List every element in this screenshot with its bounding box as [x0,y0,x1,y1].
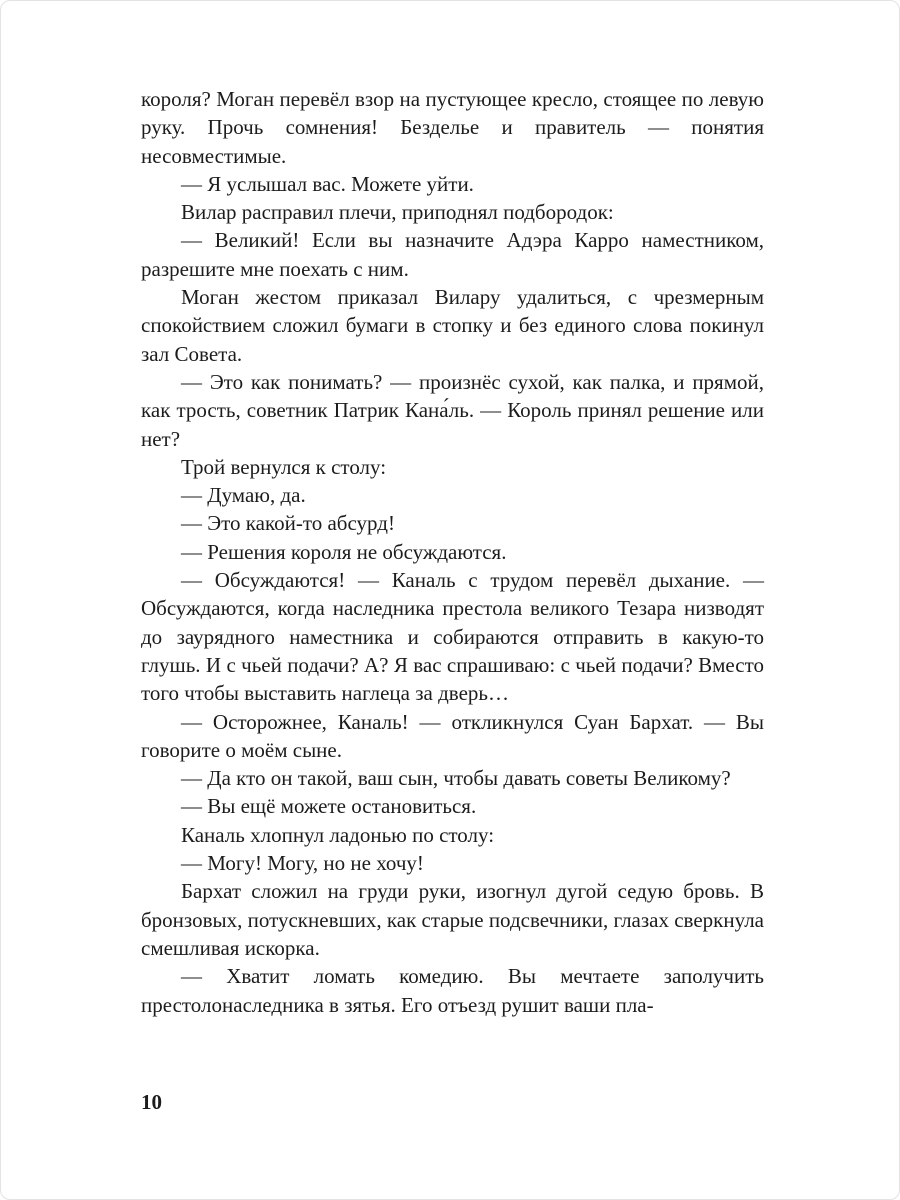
paragraph: — Осторожнее, Каналь! — откликнулся Суан Бархат. — Вы говорите о моём сыне. [141,709,764,762]
paragraph: — Думаю, да. [181,483,306,508]
paragraph: — Это как понимать? — произнёс сухой, как палка, и прямой, как трость, советник Патрик Кана́ль. — Король принял решение или нет? [141,369,764,451]
paragraph: — Да кто он такой, ваш сын, чтобы давать советы Великому? [181,766,731,791]
paragraph: — Я услышал вас. Можете уйти. [181,171,474,196]
paragraph: Моган жестом приказал Вилару удалиться, с чрезмерным спокойствием сложил бумаги в стопку и без единого слова покинул зал Совета. [141,285,764,366]
paragraph: — Решения короля не обсуждаются. [181,539,507,564]
paragraph: короля? Моган перевёл взор на пустующее кресло, стоящее по левую руку. Прочь сомнения! Безделье и правитель — понятия несовместимые. [141,87,764,168]
paragraph: Трой вернулся к столу: [181,454,387,479]
paragraph: Вилар расправил плечи, приподнял подбородок: [181,200,614,225]
page-body [141,85,764,1019]
paragraph: — Это какой-то абсурд! [181,511,395,536]
paragraph: — Вы ещё можете остановиться. [181,794,477,819]
paragraph: Бархат сложил на груди руки, изогнул дугой седую бровь. В бронзовых, потускневших, как старые подсвечники, глазах сверкнула смешливая искорка. [141,879,764,960]
paragraph: — Хватит ломать комедию. Вы мечтаете заполучить престолонаследника в зятья. Его отъезд рушит ваши пла- [141,964,764,1017]
paragraph: — Могу! Могу, но не хочу! [181,851,424,876]
paragraph: Каналь хлопнул ладонью по столу: [181,822,495,847]
paragraph: — Великий! Если вы назначите Адэра Карро наместником, разрешите мне поехать с ним. [141,228,764,281]
page-number: 10 [141,1090,162,1114]
paragraph: — Обсуждаются! — Каналь с трудом перевёл дыхание. — Обсуждаются, когда наследника престола великого Тезара низводят до заурядного наместника и собираются отправить в какую-то глушь. И с чьей подачи? А? Я вас спрашиваю: с чьей подачи? Вместо того чтобы выставить наглеца за дверь… [141,568,764,706]
